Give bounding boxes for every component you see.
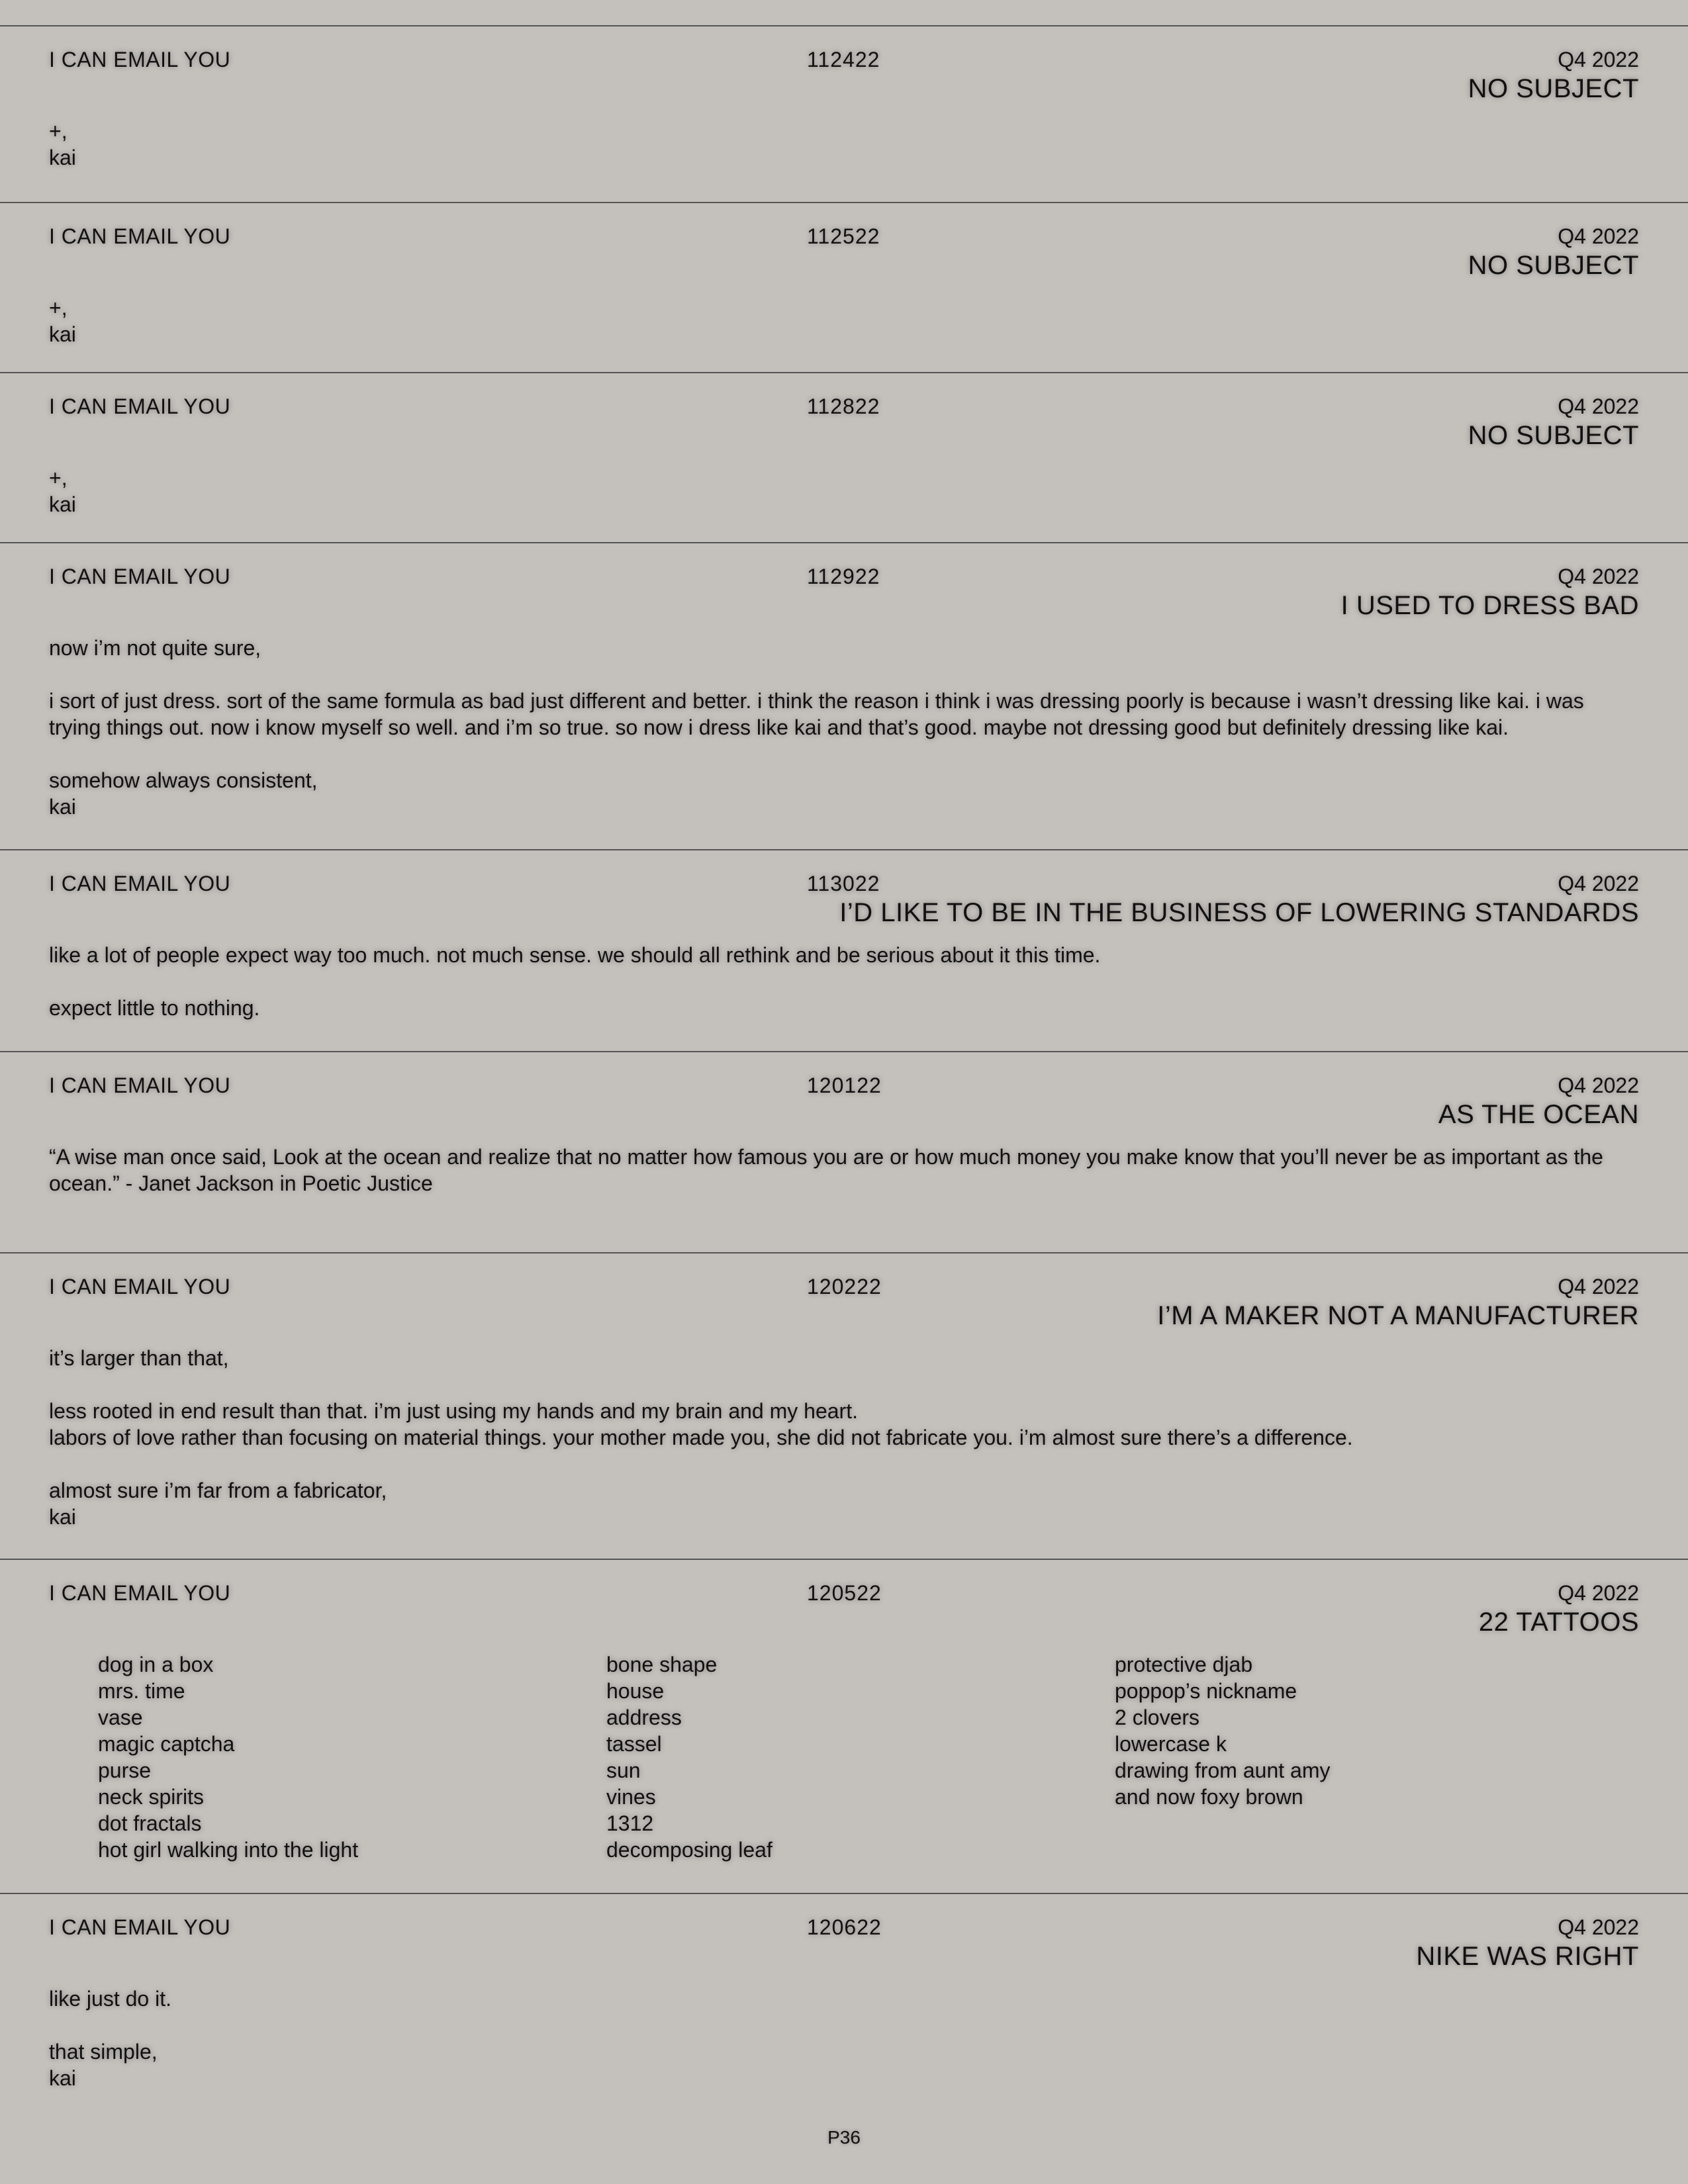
entry-quarter: Q4 2022 — [1558, 394, 1639, 418]
tattoo-item: hot girl walking into the light — [98, 1838, 359, 1862]
tattoo-item: bone shape — [606, 1653, 718, 1676]
entry-body — [49, 118, 1639, 171]
entry-meta — [49, 393, 1639, 420]
tattoo-item: and now foxy brown — [1115, 1785, 1303, 1809]
entry-body — [49, 465, 1639, 518]
series-title: I CAN EMAIL YOU — [49, 565, 231, 588]
series-title: I CAN EMAIL YOU — [49, 1581, 231, 1605]
signoff-line: that simple, kai — [49, 2040, 158, 2090]
series-title: I CAN EMAIL YOU — [49, 224, 231, 248]
tattoo-item: lowercase k — [1115, 1732, 1227, 1756]
body-paragraph: it’s larger than that, — [49, 1346, 229, 1370]
entry-meta — [49, 223, 1639, 250]
entry-subject: AS THE OCEAN — [1438, 1100, 1639, 1129]
entry-date: 112522 — [807, 224, 880, 248]
entry-quarter: Q4 2022 — [1558, 1275, 1639, 1298]
tattoo-item: 2 clovers — [1115, 1706, 1200, 1729]
entry-quarter: Q4 2022 — [1558, 872, 1639, 895]
entry-subject: I USED TO DRESS BAD — [1340, 591, 1639, 620]
tattoo-item: dog in a box — [98, 1653, 214, 1676]
entry-subject: NO SUBJECT — [1468, 251, 1639, 280]
entry-subject: I’D LIKE TO BE IN THE BUSINESS OF LOWERING STANDARDS — [839, 898, 1639, 927]
tattoo-list — [49, 1651, 1639, 1863]
entry-date: 112922 — [807, 565, 880, 588]
entry-meta — [49, 46, 1639, 73]
tattoo-column — [1115, 1651, 1623, 1863]
tattoo-item: decomposing leaf — [606, 1838, 773, 1862]
entry-body — [49, 942, 1639, 1021]
entry-date: 112422 — [807, 48, 880, 71]
entry-body — [49, 1345, 1639, 1530]
email-entry — [0, 372, 1688, 542]
entry-meta — [49, 1914, 1639, 1940]
entry-quarter: Q4 2022 — [1558, 1915, 1639, 1939]
tattoo-item: drawing from aunt amy — [1115, 1758, 1331, 1782]
body-paragraph: i sort of just dress. sort of the same formula as bad just different and better. i think the reason i think i was dressing poorly is because i wasn’t dressing like kai. i was trying things out. now i know myself so well. and i’m so true. so now i dress like kai and that’s good. maybe not dressing good but definitely dressing like kai. — [49, 689, 1584, 739]
entry-subject: NO SUBJECT — [1468, 421, 1639, 450]
entry-quarter: Q4 2022 — [1558, 224, 1639, 248]
entry-meta — [49, 563, 1639, 590]
email-entry — [0, 1051, 1688, 1252]
series-title: I CAN EMAIL YOU — [49, 394, 231, 418]
entry-subject: 22 TATTOOS — [1478, 1608, 1639, 1637]
signoff-line: almost sure i’m far from a fabricator, kai — [49, 1479, 387, 1529]
signoff-line: +, kai — [49, 296, 76, 346]
entry-subject: NIKE WAS RIGHT — [1416, 1942, 1639, 1971]
entry-body — [49, 635, 1639, 820]
tattoo-item: neck spirits — [98, 1785, 205, 1809]
series-title: I CAN EMAIL YOU — [49, 1915, 231, 1939]
email-entry — [0, 1252, 1688, 1559]
entry-meta — [49, 870, 1639, 897]
tattoo-item: purse — [98, 1758, 152, 1782]
entry-meta — [49, 1072, 1639, 1099]
entry-quarter: Q4 2022 — [1558, 1581, 1639, 1605]
body-paragraph: “A wise man once said, Look at the ocean and realize that no matter how famous you are or how much money you make know that you’ll never be as important as the ocean.” - Janet Jackson in Poetic Justice — [49, 1145, 1603, 1195]
tattoo-item: protective djab — [1115, 1653, 1253, 1676]
page-number: P36 — [827, 2127, 861, 2148]
entry-date: 113022 — [807, 872, 880, 895]
tattoo-item: tassel — [606, 1732, 662, 1756]
tattoo-item: dot fractals — [98, 1811, 202, 1835]
entry-meta — [49, 1580, 1639, 1606]
email-entry — [0, 542, 1688, 849]
tattoo-item: sun — [606, 1758, 641, 1782]
document-page — [0, 25, 1688, 2118]
body-paragraph: expect little to nothing. — [49, 996, 260, 1020]
entry-body — [49, 1144, 1639, 1197]
tattoo-item: mrs. time — [98, 1679, 185, 1703]
email-entry — [0, 1559, 1688, 1893]
tattoo-item: address — [606, 1706, 682, 1729]
email-entry — [0, 849, 1688, 1051]
entry-quarter: Q4 2022 — [1558, 1073, 1639, 1097]
series-title: I CAN EMAIL YOU — [49, 1275, 231, 1298]
tattoo-item: magic captcha — [98, 1732, 235, 1756]
entry-date: 120622 — [807, 1915, 882, 1939]
signoff-line: somehow always consistent, kai — [49, 768, 318, 819]
entry-date: 120222 — [807, 1275, 882, 1298]
signoff-line: +, kai — [49, 119, 76, 169]
entry-meta — [49, 1273, 1639, 1300]
entry-subject: I’M A MAKER NOT A MANUFACTURER — [1157, 1301, 1639, 1330]
entry-quarter: Q4 2022 — [1558, 48, 1639, 71]
tattoo-item: vase — [98, 1706, 143, 1729]
tattoo-column — [98, 1651, 606, 1863]
signoff-line: +, kai — [49, 466, 76, 516]
entry-body — [49, 1985, 1639, 2091]
tattoo-column — [606, 1651, 1115, 1863]
entry-date: 120522 — [807, 1581, 882, 1605]
body-paragraph: like just do it. — [49, 1987, 171, 2011]
body-paragraph: now i’m not quite sure, — [49, 636, 261, 660]
series-title: I CAN EMAIL YOU — [49, 48, 231, 71]
entry-body — [49, 295, 1639, 347]
entry-date: 120122 — [807, 1073, 882, 1097]
entry-quarter: Q4 2022 — [1558, 565, 1639, 588]
series-title: I CAN EMAIL YOU — [49, 872, 231, 895]
body-paragraph: less rooted in end result than that. i’m just using my hands and my brain and my heart. labors of love rather than focusing on material things. your mother made you, she did not fabricate you. i’m almost sure there’s a difference. — [49, 1399, 1353, 1449]
email-entry — [0, 202, 1688, 372]
entry-date: 112822 — [807, 394, 880, 418]
entry-subject: NO SUBJECT — [1468, 74, 1639, 103]
body-paragraph: like a lot of people expect way too much. not much sense. we should all rethink and be serious about it this time. — [49, 943, 1101, 967]
email-entry — [0, 25, 1688, 202]
email-entry — [0, 1893, 1688, 2118]
series-title: I CAN EMAIL YOU — [49, 1073, 231, 1097]
tattoo-item: house — [606, 1679, 665, 1703]
tattoo-item: poppop’s nickname — [1115, 1679, 1297, 1703]
tattoo-item: 1312 — [606, 1811, 654, 1835]
tattoo-item: vines — [606, 1785, 656, 1809]
